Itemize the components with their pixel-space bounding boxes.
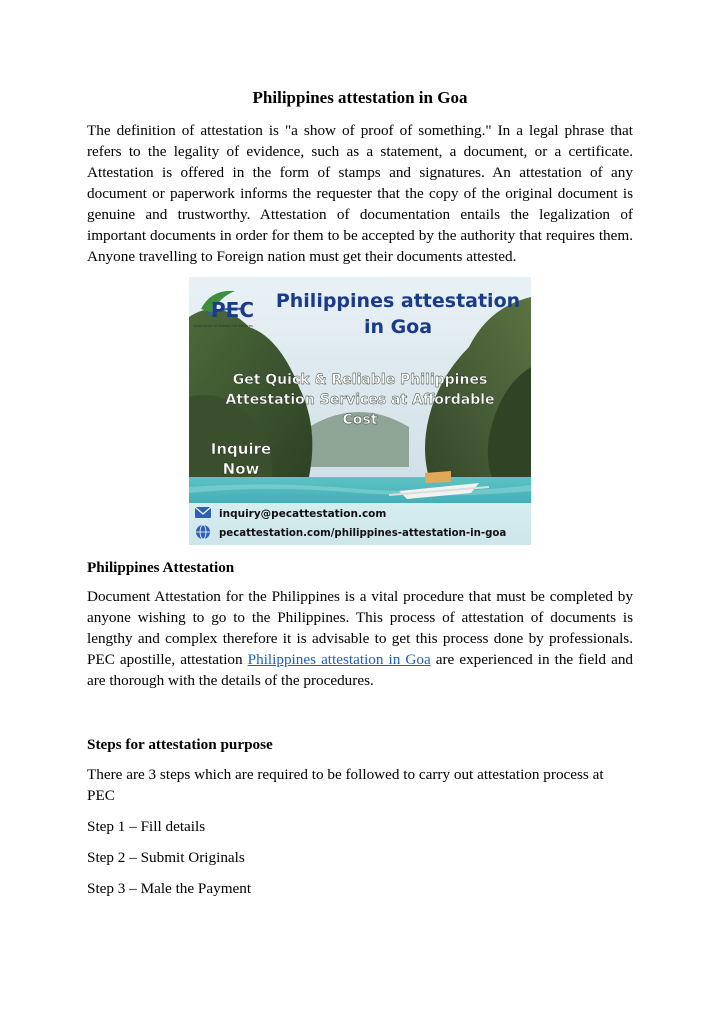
- banner-graphic: [189, 277, 531, 545]
- intro-paragraph: The definition of attestation is "a show of proof of something." In a legal phrase that refers to the legality of evidence, such as a statement, a document, or a certificate. Attestation is offered in the form of stamps and signatures. An attestation of any document or paperwork informs the requester that the copy of the original document is genuine and trustworthy. Attestation of documentation entails the legalization of important documents in order for them to be accepted by the authority that requires them. Anyone travelling to Foreign nation must get their documents attested.: [87, 122, 633, 265]
- banner-email: inquiry@pecattestation.com: [219, 508, 387, 520]
- section-heading-philippines-attestation: Philippines Attestation: [87, 559, 235, 576]
- section1-text-after: are experienced in the field and are thorough with the details of the procedures.: [87, 651, 634, 689]
- step-item: Step 2 – Submit Originals: [87, 849, 245, 866]
- step-item: Step 3 – Male the Payment: [87, 880, 252, 897]
- section1-paragraph: [87, 586, 633, 691]
- banner-logo-subtitle: Association of Events Ltd Services: [193, 324, 253, 328]
- banner-headline-line1: Philippines attestation: [275, 290, 521, 312]
- banner-cta-line2: Now: [222, 460, 260, 478]
- globe-icon: [196, 525, 210, 539]
- banner-headline-line2: in Goa: [363, 316, 433, 338]
- philippines-attestation-link[interactable]: Philippines attestation in Goa: [247, 651, 431, 668]
- steps-intro-paragraph: There are 3 steps which are required to be followed to carry out attestation process at PEC: [87, 766, 604, 804]
- banner-tagline-line3: Cost: [342, 412, 378, 428]
- banner-tagline-line1: Get Quick & Reliable Philippines: [232, 372, 488, 388]
- email-icon: [195, 507, 211, 518]
- document-page: [87, 86, 633, 909]
- banner-tagline-line2: Attestation Services at Affordable: [225, 392, 495, 408]
- banner-cta-line1: Inquire: [210, 440, 272, 458]
- section1-text-before: Document Attestation for the Philippines is a vital procedure that must be completed by anyone wishing to go to the Philippines. This process of attestation of documents is lengthy and complex therefore it is advisable to get this process done by professionals. PEC apostille, attestation: [87, 588, 633, 668]
- section-heading-steps: Steps for attestation purpose: [87, 736, 273, 753]
- banner-logo: PEC: [211, 298, 254, 322]
- step-item: Step 1 – Fill details: [87, 818, 206, 835]
- page-title: Philippines attestation in Goa: [252, 88, 468, 107]
- promo-banner-image: [189, 277, 531, 545]
- banner-website: pecattestation.com/philippines-attestation-in-goa: [219, 528, 507, 539]
